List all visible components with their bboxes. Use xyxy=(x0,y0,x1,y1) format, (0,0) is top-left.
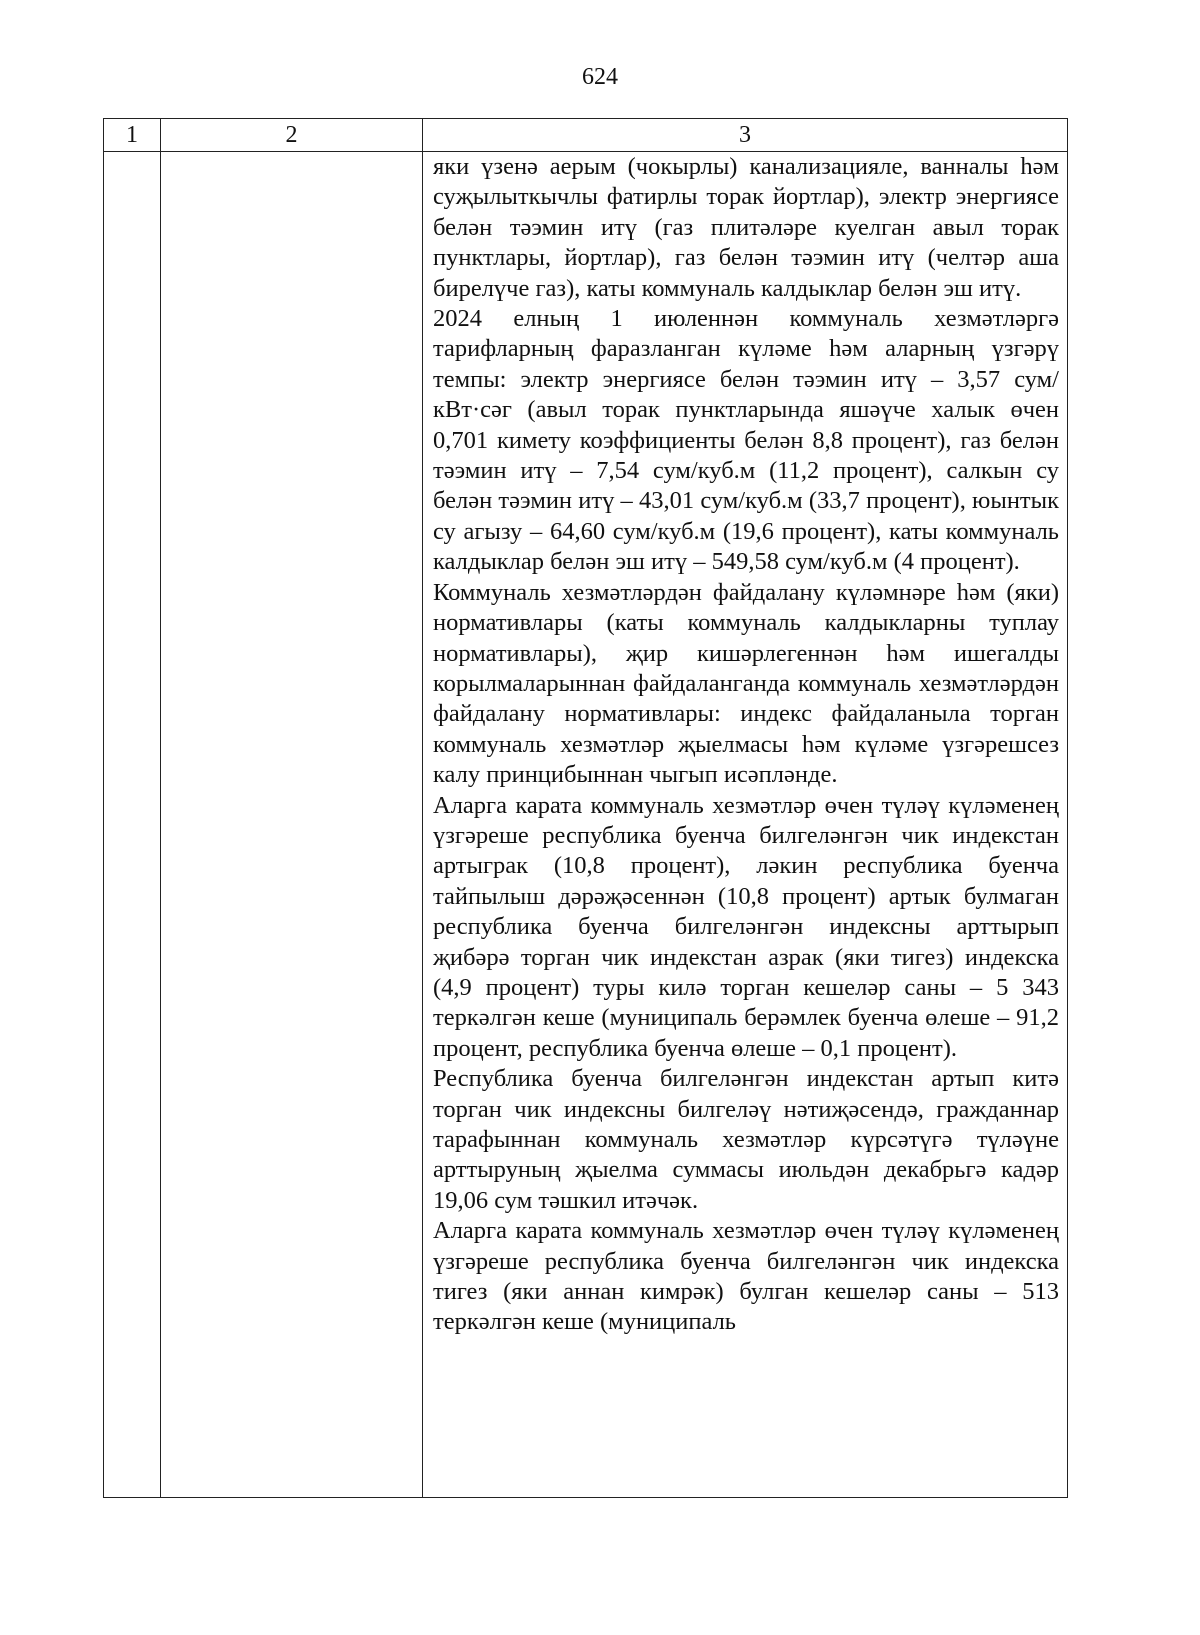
table-row xyxy=(104,152,1068,1498)
cell-col-2 xyxy=(161,152,423,1498)
paragraph-3: Коммуналь хезмәтләрдән файдалану күләмнәре һәм (яки) нормативлары (каты коммуналь калдыкларны туплау нормативлары), җир кишәрлегеннән һәм ишегалды корылмаларыннан файдаланганда коммуналь хезмәтләрдән файдалану нормативлары: индекс файдаланыла торган коммуналь хезмәтләр җыелмасы һәм күләме үзгәрешсез калу принцибыннан чыгып исәпләнде. xyxy=(433,578,1059,789)
cell-col-1 xyxy=(104,152,161,1498)
paragraph-5: Республика буенча билгеләнгән индекстан артып китә торган чик индексны билгеләү нәтиҗәсендә, гражданнар тарафыннан коммуналь хезмәтләр күрсәтүгә түләүне арттыруның җыелма суммасы июльдән декабрьгә кадәр 19,06 сум тәшкил итәчәк. xyxy=(433,1065,1059,1214)
column-header-2: 2 xyxy=(161,119,423,152)
paragraph-4: Аларга карата коммуналь хезмәтләр өчен түләү күләменең үзгәреше республика буенча билгеләнгән чик индекстан артыграк (10,8 процент), ләкин республика буенча тайпылыш дәрәҗәсеннән (10,8 процент) артык булмаган республика буенча билгеләнгән индексны арттырып җибәрә торган чик индекстан азрак (яки тигез) индекска (4,9 процент) туры килә торган кешеләр саны – 5 343 теркәлгән кеше (муниципаль берәмлек буенча өлеше – 91,2 процент, республика буенча өлеше – 0,1 процент). xyxy=(433,791,1059,1062)
table-header-row xyxy=(104,119,1068,152)
cell-text xyxy=(423,152,1067,1338)
paragraph-1: яки үзенә аерым (чокырлы) канализацияле, ванналы һәм суҗылыткычлы фатирлы торак йортлар), электр энергиясе белән тәэмин итү (газ плитәләре куелган авыл торак пунктлары, йортлар), газ белән тәэмин итү (челтәр аша бирелүче газ), каты коммуналь калдыклар белән эш итү. xyxy=(433,153,1059,302)
column-header-1: 1 xyxy=(104,119,161,152)
paragraph-6: Аларга карата коммуналь хезмәтләр өчен түләү күләменең үзгәреше республика буенча билгеләнгән чик индекска тигез (яки аннан кимрәк) булган кешеләр саны – 513 теркәлгән кеше (муниципаль xyxy=(433,1217,1059,1336)
page-number: 624 xyxy=(582,64,618,90)
document-table xyxy=(103,118,1068,1498)
column-header-3: 3 xyxy=(423,119,1068,152)
cell-col-3 xyxy=(423,152,1068,1498)
paragraph-2: 2024 елның 1 июленнән коммуналь хезмәтләргә тарифларның фаразланган күләме һәм аларның үзгәрү темпы: электр энергиясе белән тәэмин итү – 3,57 сум/кВт·сәг (авыл торак пунктларында яшәүче халык өчен 0,701 кимету коэффициенты белән 8,8 процент), газ белән тәэмин итү – 7,54 сум/куб.м (11,2 процент), салкын су белән тәэмин итү – 43,01 сум/куб.м (33,7 процент), юынтык су агызу – 64,60 сум/куб.м (19,6 процент), каты коммуналь калдыклар белән эш итү – 549,58 сум/куб.м (4 процент). xyxy=(433,305,1059,576)
